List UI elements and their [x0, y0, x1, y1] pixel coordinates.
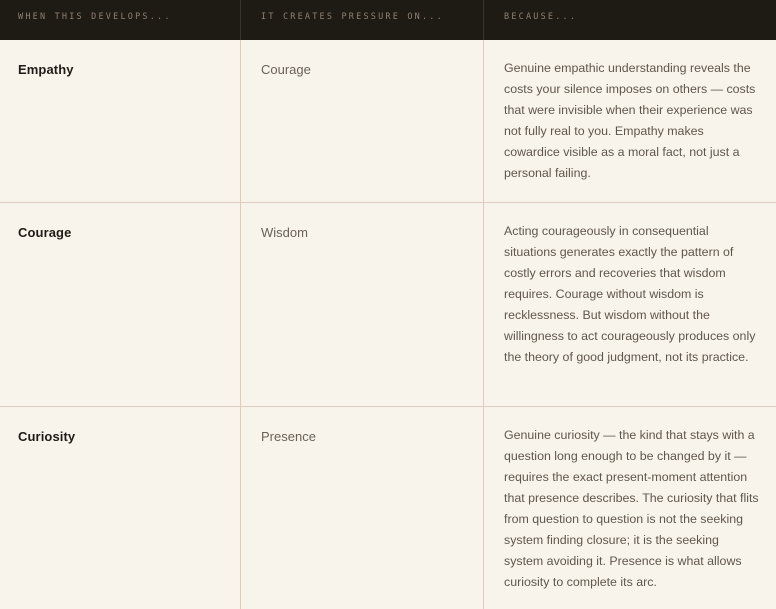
pressure-on-cell: Presence	[241, 407, 484, 609]
develops-cell: Curiosity	[0, 407, 241, 609]
because-cell: Genuine curiosity — the kind that stays with a question long enough to be changed by it — requires the exact present-moment attention that presence describes. The curiosity that flits from question to question is not the seeking system finding closure; it is the seeking system avoiding it. Presence is what allows curiosity to complete its arc.	[504, 428, 759, 589]
because-cell: Genuine empathic understanding reveals the costs your silence imposes on others — costs that were invisible when their experience was not fully real to you. Empathy makes cowardice visible as a moral fact, not just a personal failing.	[504, 61, 756, 180]
develops-cell: Courage	[0, 203, 241, 406]
header-because: BECAUSE...	[504, 12, 578, 22]
header-develops: WHEN THIS DEVELOPS...	[0, 0, 241, 40]
table-row	[0, 203, 776, 407]
because-cell: Acting courageously in consequential situations generates exactly the pattern of costly errors and recoveries that wisdom requires. Courage without wisdom is recklessness. But wisdom without the willingness to act courageously produces only the theory of good judgment, not its practice.	[504, 224, 756, 364]
develops-cell: Empathy	[0, 40, 241, 202]
pressure-on-cell: Courage	[241, 40, 484, 202]
table-row	[0, 40, 776, 203]
pressure-on-cell: Wisdom	[241, 203, 484, 406]
table-header	[0, 0, 776, 40]
header-pressure-on: IT CREATES PRESSURE ON...	[241, 0, 484, 40]
table-row	[0, 407, 776, 609]
